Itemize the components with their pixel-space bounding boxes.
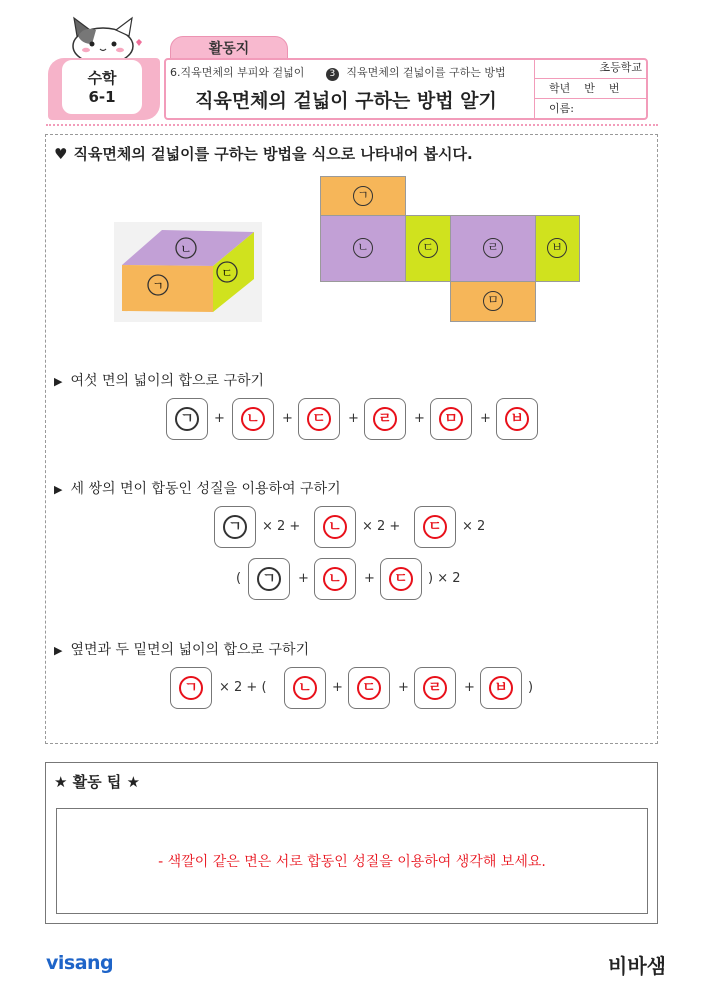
term-label: ㄱ [175,407,199,431]
plus-sign: + [348,411,359,426]
triangle-bullet-icon: ▶ [54,644,63,657]
term-label: ㄷ [357,676,381,700]
term-label: ㄱ [223,515,247,539]
section-congruent-pairs [54,478,341,498]
plus-sign: + [298,571,309,586]
term-card [166,398,208,440]
plus-sign: + [282,411,293,426]
term-card [314,506,356,548]
close-paren: ) [528,680,534,695]
term-label: ㄷ [423,515,447,539]
section-lateral-bases [54,639,309,659]
term-label: ㄷ [389,567,413,591]
triangle-bullet-icon: ▶ [54,375,63,388]
class-field[interactable]: 학년 반 번 [535,79,648,100]
times-plus: × 2 + [262,519,301,534]
term-label: ㄷ [307,407,331,431]
heart-icon: ♥ [54,145,68,163]
section-six-faces [54,370,264,390]
times-plus: × 2 + [362,519,401,534]
times-two: × 2 [462,519,486,534]
plus-sign: + [464,680,475,695]
term-card [314,558,356,600]
term-card [232,398,274,440]
term-card [214,506,256,548]
net-label-r: ㄹ [483,238,503,258]
plus-sign: + [480,411,491,426]
triangle-bullet-icon: ▶ [54,483,63,496]
visang-logo: visang [46,952,114,974]
term-card [284,667,326,709]
term-card [364,398,406,440]
cuboid-side-label: ㄷ [221,266,233,280]
subject-grade: 6-1 [88,88,116,106]
tip-text: - 색깔이 같은 면은 서로 합동인 성질을 이용하여 생각해 보세요. [158,854,546,870]
open-paren: ( [236,571,242,586]
plus-sign: + [332,680,343,695]
school-field[interactable]: 초등학교 [535,58,648,79]
heading-text: 직육면체의 겉넓이를 구하는 방법을 식으로 나타내어 봅시다. [73,145,473,163]
chapter-label: 6.직육면체의 부피와 겉넓이 [170,66,305,79]
name-field[interactable]: 이름: [549,102,574,115]
cuboid-figure [114,222,262,322]
term-label: ㅂ [505,407,529,431]
vivasam-logo: 비바샘 [608,954,666,978]
section-congruent-pairs-title: 세 쌍의 면이 합동인 성질을 이용하여 구하기 [70,481,341,497]
term-label: ㄴ [323,567,347,591]
subject-badge [60,58,144,116]
term-label: ㄹ [373,407,397,431]
term-card [480,667,522,709]
term-label: ㅂ [489,676,513,700]
net-label-d: ㄷ [418,238,438,258]
worksheet-tab: 활동지 [170,36,288,62]
plus-sign: + [214,411,225,426]
term-card [414,506,456,548]
term-card [496,398,538,440]
term-card [430,398,472,440]
cuboid-front-label: ㄱ [152,279,164,293]
term-label: ㄴ [241,407,265,431]
lesson-label: 직육면체의 겉넓이를 구하는 방법 [346,66,506,79]
plus-sign: + [414,411,425,426]
close-paren-times-two: ) × 2 [428,571,461,586]
net-label-b: ㅂ [547,238,567,258]
net-label-top: ㄱ [353,186,373,206]
term-card [298,398,340,440]
subject-name: 수학 [87,69,117,87]
net-label-m: ㅁ [483,291,503,311]
term-card [414,667,456,709]
student-info [534,58,648,120]
term-card [380,558,422,600]
plus-sign: + [398,680,409,695]
term-card [170,667,212,709]
header-divider [46,124,658,126]
term-card [248,558,290,600]
activity-heading [54,143,473,164]
breadcrumb [170,64,506,81]
term-label: ㅁ [439,407,463,431]
term-label: ㄱ [257,567,281,591]
term-label: ㄱ [179,676,203,700]
section-six-faces-title: 여섯 면의 넓이의 합으로 구하기 [70,373,265,389]
page-title: 직육면체의 겉넓이 구하는 방법 알기 [195,90,497,112]
term-card [348,667,390,709]
term-label: ㄴ [323,515,347,539]
times-plus-open: × 2 + ( [219,680,267,695]
lesson-number-badge: 3 [326,68,339,81]
tip-title: ★ 활동 팁 ★ [54,773,141,791]
net-label-l: ㄴ [353,238,373,258]
section-lateral-bases-title: 옆면과 두 밑면의 넓이의 합으로 구하기 [70,642,310,658]
cuboid-top-label: ㄴ [180,242,192,256]
plus-sign: + [364,571,375,586]
term-label: ㄹ [423,676,447,700]
term-label: ㄴ [293,676,317,700]
cat-mascot-icon [62,14,144,60]
